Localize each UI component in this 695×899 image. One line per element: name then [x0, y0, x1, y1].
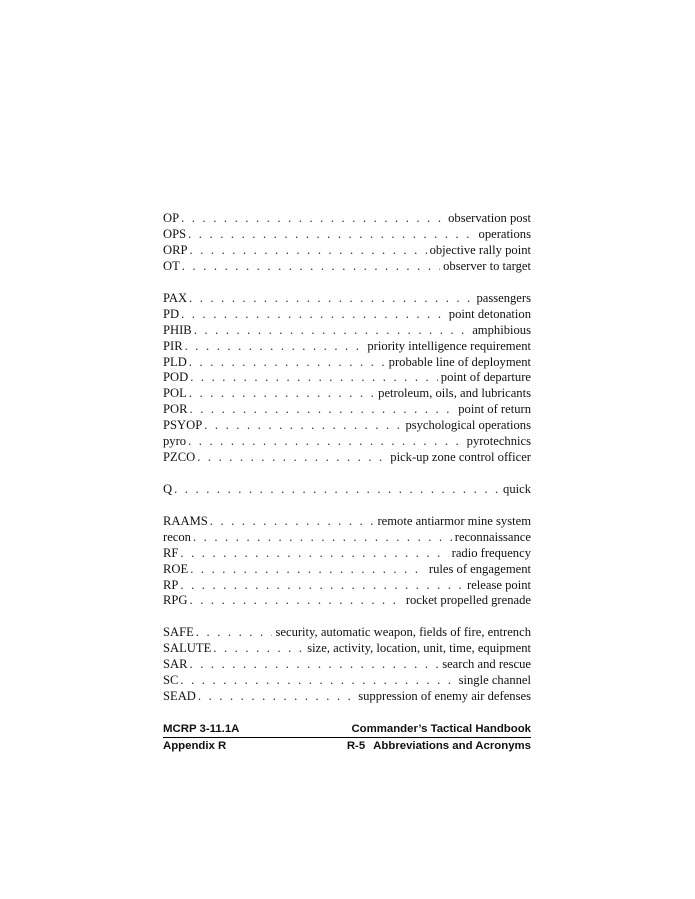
abbreviation: SALUTE: [163, 640, 212, 655]
abbreviation: PD: [163, 306, 180, 321]
dot-leader: [189, 355, 386, 371]
dot-leader: [188, 434, 464, 450]
definition: observer to target: [443, 258, 531, 273]
abbreviation: RF: [163, 545, 179, 560]
list-item: [163, 593, 531, 609]
definition: rules of engagement: [428, 561, 531, 576]
abbreviation: SAR: [163, 656, 188, 671]
list-item: [163, 641, 531, 657]
list-item: [163, 657, 531, 673]
definition: rocket propelled grenade: [405, 593, 531, 608]
dot-leader: [180, 546, 448, 562]
footer-right-group: [347, 739, 531, 753]
list-item: [163, 562, 531, 578]
definition: point detonation: [448, 306, 531, 321]
abbreviation: POR: [163, 402, 188, 417]
definition: suppression of enemy air defenses: [358, 688, 531, 703]
list-item: [163, 227, 531, 243]
definition: passengers: [476, 291, 531, 305]
list-item: [163, 530, 531, 546]
list-item: [163, 291, 531, 307]
definition: radio frequency: [451, 545, 531, 560]
list-item: [163, 402, 531, 418]
abbreviation: POD: [163, 370, 189, 385]
dot-leader: [190, 370, 438, 386]
dot-leader: [210, 514, 375, 530]
list-item: [163, 625, 531, 641]
abbreviation: PZCO: [163, 449, 196, 464]
list-item: [163, 323, 531, 339]
abbreviation-group-s: [163, 625, 531, 704]
definition: reconnaissance: [454, 529, 531, 544]
dot-leader: [190, 402, 456, 418]
list-item: [163, 259, 531, 275]
definition: size, activity, location, unit, time, equipment: [307, 640, 531, 655]
list-item: [163, 386, 531, 402]
footer-bottom-line: [163, 739, 531, 753]
abbreviation: OP: [163, 211, 180, 225]
abbreviation: OT: [163, 258, 180, 273]
abbreviation-group-q: [163, 482, 531, 498]
list-item: [163, 243, 531, 259]
dot-leader: [190, 593, 403, 609]
abbreviation: SEAD: [163, 688, 196, 703]
list-item: [163, 418, 531, 434]
dot-leader: [181, 211, 445, 227]
list-item: [163, 211, 531, 227]
appendix-label: Appendix R: [163, 740, 227, 752]
definition: security, automatic weapon, fields of fire, entrench: [275, 625, 531, 639]
abbreviation: PAX: [163, 291, 188, 305]
definition: amphibious: [472, 322, 531, 337]
definition: priority intelligence requirement: [367, 338, 531, 353]
footer-rule: [163, 737, 531, 738]
dot-leader: [189, 386, 375, 402]
abbreviation: ORP: [163, 242, 188, 257]
publication-number: MCRP 3-11.1A: [163, 723, 240, 735]
list-item: [163, 339, 531, 355]
abbreviation: PHIB: [163, 322, 192, 337]
definition: single channel: [458, 672, 531, 687]
list-item: [163, 355, 531, 371]
abbreviation: PIR: [163, 338, 183, 353]
definition: operations: [478, 226, 531, 241]
list-item: [163, 482, 531, 498]
abbreviation: POL: [163, 386, 187, 401]
list-item: [163, 434, 531, 450]
list-item: [163, 450, 531, 466]
list-item: [163, 673, 531, 689]
dot-leader: [204, 418, 402, 434]
dot-leader: [180, 673, 455, 689]
dot-leader: [180, 578, 464, 594]
dot-leader: [193, 530, 452, 546]
section-title: Abbreviations and Acronyms: [373, 740, 531, 752]
abbreviation-group-o: [163, 211, 531, 275]
list-item: [163, 689, 531, 705]
abbreviation: SC: [163, 672, 179, 687]
abbreviation: ROE: [163, 561, 189, 576]
list-item: [163, 370, 531, 386]
definition: objective rally point: [429, 242, 531, 257]
abbreviation: RAAMS: [163, 514, 208, 528]
footer-top-line: [163, 722, 531, 736]
abbreviation: OPS: [163, 226, 187, 241]
definition: observation post: [448, 211, 531, 225]
definition: probable line of deployment: [388, 354, 531, 369]
list-item: [163, 307, 531, 323]
list-item: [163, 546, 531, 562]
dot-leader: [185, 339, 365, 355]
dot-leader: [213, 641, 304, 657]
abbreviation-group-p: [163, 291, 531, 466]
definition: release point: [467, 577, 531, 592]
definition: point of return: [458, 402, 531, 417]
abbreviation: PLD: [163, 354, 187, 369]
dot-leader: [197, 450, 387, 466]
dot-leader: [181, 307, 446, 323]
publication-title: Commander’s Tactical Handbook: [351, 723, 531, 735]
page-number: R-5: [346, 740, 366, 752]
definition: point of departure: [440, 370, 531, 385]
abbreviation: RP: [163, 577, 179, 592]
dot-leader: [189, 291, 473, 307]
definition: search and rescue: [442, 656, 531, 671]
abbreviation: RPG: [163, 593, 188, 608]
abbreviation: Q: [163, 482, 173, 496]
dot-leader: [182, 259, 440, 275]
definition: pick-up zone control officer: [390, 449, 531, 464]
abbreviation-group-r: [163, 514, 531, 609]
definition: quick: [503, 482, 531, 496]
abbreviation: SAFE: [163, 625, 194, 639]
dot-leader: [198, 689, 355, 705]
page-footer: [163, 722, 531, 753]
abbreviation: recon: [163, 529, 191, 544]
dot-leader: [174, 482, 500, 498]
dot-leader: [190, 562, 426, 578]
abbreviation: PSYOP: [163, 418, 203, 433]
definition: pyrotechnics: [466, 434, 531, 449]
list-item: [163, 514, 531, 530]
definition: remote antiarmor mine system: [377, 514, 531, 528]
dot-leader: [190, 657, 440, 673]
dot-leader: [190, 243, 427, 259]
definition: petroleum, oils, and lubricants: [378, 386, 531, 401]
dot-leader: [194, 323, 470, 339]
list-item: [163, 578, 531, 594]
definition: psychological operations: [405, 418, 531, 433]
dot-leader: [196, 625, 273, 641]
abbreviation: pyro: [163, 434, 187, 449]
dot-leader: [188, 227, 475, 243]
